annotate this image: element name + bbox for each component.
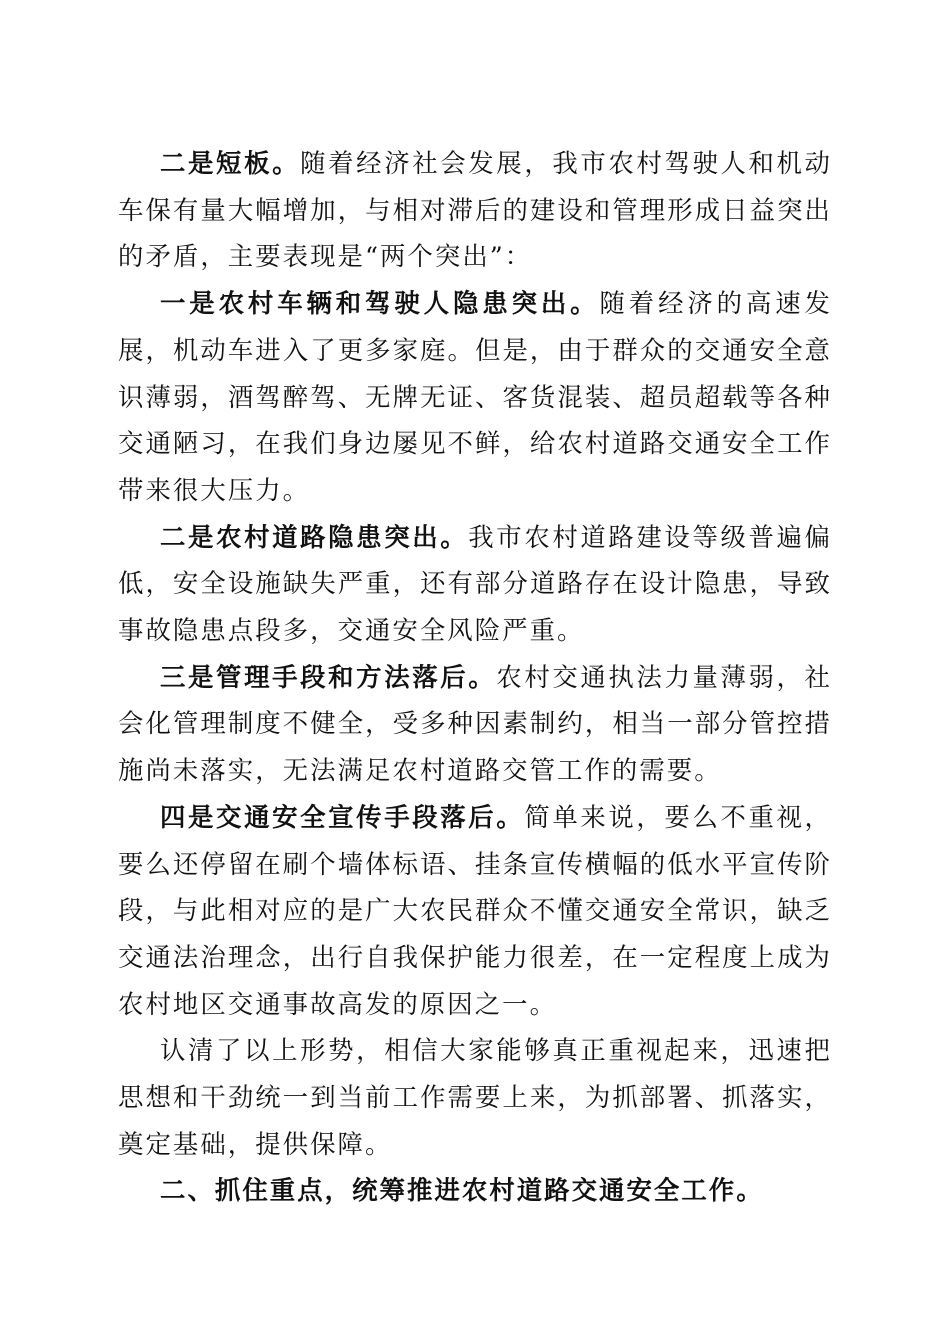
paragraph-text: 随着经济的高速发展，机动车进入了更多家庭。但是，由于群众的交通安全意识薄弱，酒驾醉驾、无牌无证、客货混装、超员超载等各种交通陋习，在我们身边屡见不鲜，给农村道路交通安全工作带来很大压力。 (118, 288, 832, 505)
paragraph-text: 认清了以上形势，相信大家能够真正重视起来，迅速把思想和干劲统一到当前工作需要上来，为抓部署、抓落实，奠定基础，提供保障。 (118, 1035, 832, 1159)
paragraph-text: 农村交通执法力量薄弱，社会化管理制度不健全，受多种因素制约，相当一部分管控措施尚未落实，无法满足农村道路交管工作的需要。 (118, 661, 832, 786)
paragraph-text: 简单来说，要么不重视，要么还停留在刷个墙体标语、挂条宣传横幅的低水平宣传阶段，与此相对应的是广大农民群众不懂交通安全常识，缺乏交通法治理念，出行自我保护能力很差，在一定程度上成为农村地区交通事故高发的原因之一。 (118, 801, 832, 1019)
paragraph-vehicle-driver-hazards (118, 280, 832, 514)
paragraph-conclusion (118, 1027, 832, 1167)
paragraph-text: 我市农村道路建设等级普遍偏低，安全设施缺失严重，还有部分道路存在设计隐患，导致事故隐患点段多，交通安全风险严重。 (118, 521, 832, 646)
paragraph-text: 随着经济社会发展，我市农村驾驶人和机动车保有量大幅增加，与相对滞后的建设和管理形成日益突出的矛盾，主要表现是“两个突出”： (118, 148, 833, 272)
paragraph-lead: 四是交通安全宣传手段落后。 (160, 801, 525, 832)
document-page (118, 140, 832, 1214)
paragraph-publicity-methods (118, 794, 832, 1028)
paragraph-lead: 二是短板。 (160, 148, 301, 178)
paragraph-lead: 二是农村道路隐患突出。 (160, 521, 469, 552)
paragraph-shortboard (118, 140, 832, 280)
paragraph-lead: 一是农村车辆和驾驶人隐患突出。 (160, 288, 600, 319)
paragraph-lead: 三是管理手段和方法落后。 (160, 661, 497, 692)
section-heading: 二、抓住重点，统筹推进农村道路交通安全工作。 (160, 1175, 764, 1206)
paragraph-management-methods (118, 654, 832, 794)
paragraph-road-hazards (118, 514, 832, 654)
